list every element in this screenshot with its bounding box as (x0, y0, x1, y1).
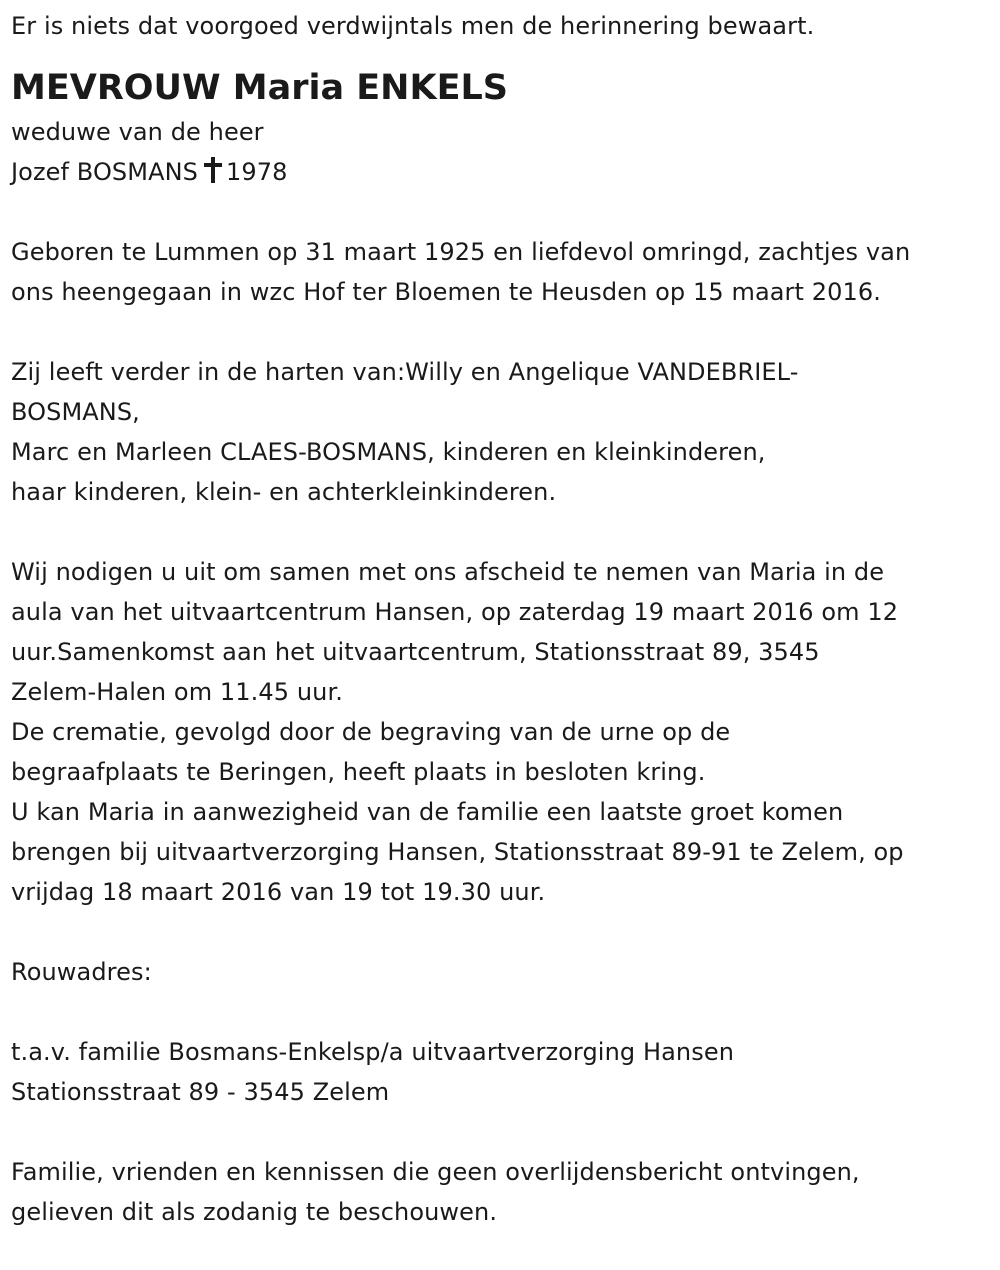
motto-text: Er is niets dat voorgoed verdwijntals men de herinnering bewaart. (11, 12, 815, 40)
obituary-document (11, 0, 996, 1232)
ceremony-line-9: vrijdag 18 maart 2016 van 19 tot 19.30 uur. (11, 878, 546, 906)
ceremony-line-7: U kan Maria in aanwezigheid van de familie een laatste groet komen (11, 798, 844, 826)
spacer (11, 512, 996, 552)
survivors-line-1: Zij leeft verder in de harten van:Willy en Angelique VANDEBRIEL- (11, 358, 799, 386)
spacer (11, 912, 996, 952)
ceremony-line-6: begraafplaats te Beringen, heeft plaats in besloten kring. (11, 758, 706, 786)
spacer (11, 992, 996, 1032)
husband-death-year: 1978 (225, 158, 288, 186)
survivors-line-4: haar kinderen, klein- en achterkleinkinderen. (11, 478, 557, 506)
closing-line-2: gelieven dit als zodanig te beschouwen. (11, 1198, 498, 1226)
widow-of-line: weduwe van de heer (11, 118, 264, 146)
ceremony-line-8: brengen bij uitvaartverzorging Hansen, Stationsstraat 89-91 te Zelem, op (11, 838, 904, 866)
spacer (11, 312, 996, 352)
address-line-2: Stationsstraat 89 - 3545 Zelem (11, 1078, 390, 1106)
closing-line-1: Familie, vrienden en kennissen die geen overlijdensbericht ontvingen, (11, 1158, 860, 1186)
ceremony-line-3: uur.Samenkomst aan het uitvaartcentrum, Stationsstraat 89, 3545 (11, 638, 820, 666)
spacer (11, 192, 996, 232)
deceased-name: MEVROUW Maria ENKELS (11, 68, 508, 108)
ceremony-line-5: De crematie, gevolgd door de begraving van de urne op de (11, 718, 731, 746)
ceremony-line-2: aula van het uitvaartcentrum Hansen, op zaterdag 19 maart 2016 om 12 (11, 598, 899, 626)
birth-death-line-1: Geboren te Lummen op 31 maart 1925 en liefdevol omringd, zachtjes van (11, 238, 911, 266)
latin-cross-icon (204, 157, 222, 183)
husband-line (11, 152, 996, 192)
survivors-line-2: BOSMANS, (11, 398, 140, 426)
survivors-line-3: Marc en Marleen CLAES-BOSMANS, kinderen en kleinkinderen, (11, 438, 766, 466)
address-label: Rouwadres: (11, 958, 152, 986)
ceremony-line-4: Zelem-Halen om 11.45 uur. (11, 678, 343, 706)
husband-name: Jozef BOSMANS (11, 158, 198, 186)
address-line-1: t.a.v. familie Bosmans-Enkelsp/a uitvaartverzorging Hansen (11, 1038, 734, 1066)
birth-death-line-2: ons heengegaan in wzc Hof ter Bloemen te Heusden op 15 maart 2016. (11, 278, 881, 306)
ceremony-line-1: Wij nodigen u uit om samen met ons afscheid te nemen van Maria in de (11, 558, 885, 586)
spacer (11, 1112, 996, 1152)
